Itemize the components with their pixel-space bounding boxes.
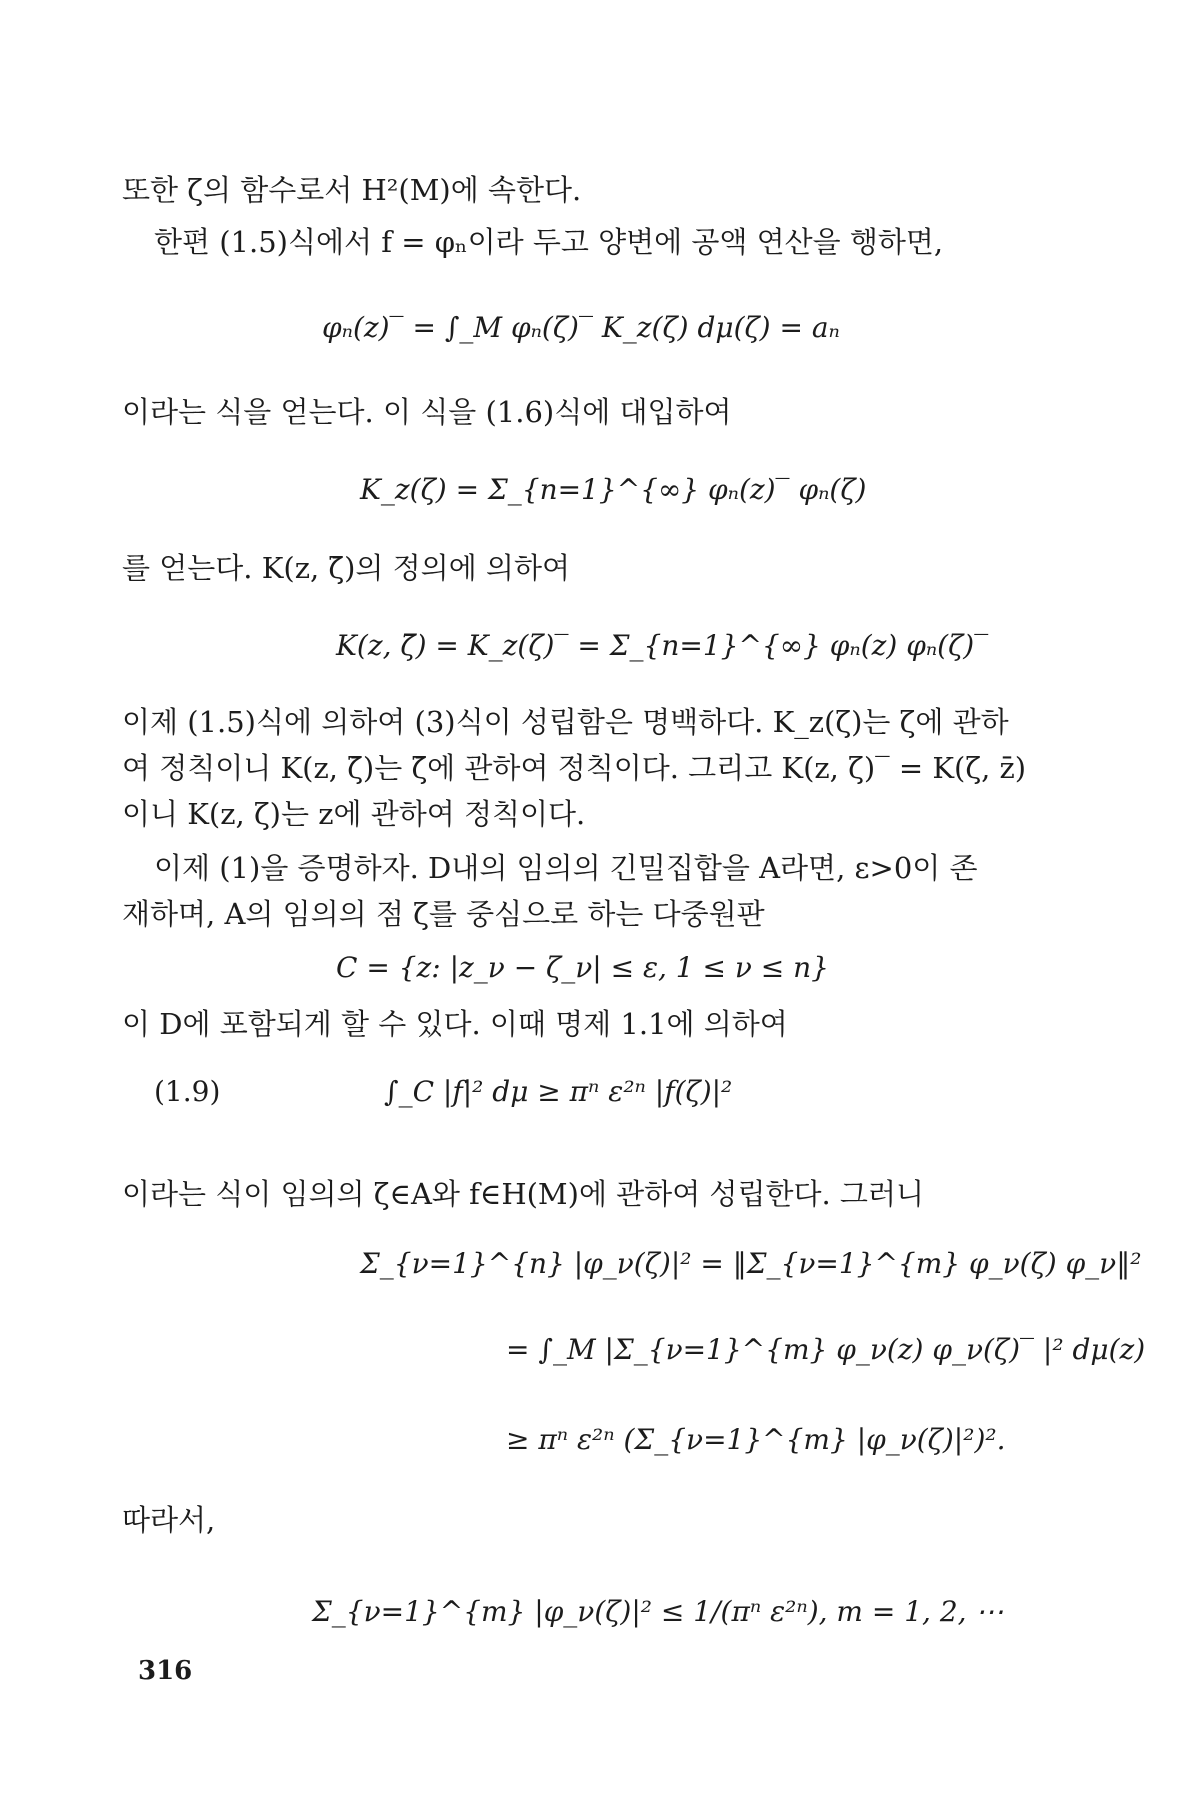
- formula-kernel-expansion: K_z(ζ) = Σ_{n=1}^{∞} φₙ(z)‾ φₙ(ζ): [360, 473, 867, 506]
- equation-number: (1.9): [154, 1075, 221, 1108]
- formula-kernel-definition: K(z, ζ̄) = K_z(ζ)‾ = Σ_{n=1}^{∞} φₙ(z) φₙ(ζ)‾: [336, 629, 989, 662]
- text-line-5: 이제 (1.5)식에 의하여 (3)식이 성립함은 명백하다. K_z(ζ)는 ζ에 관하: [122, 705, 1009, 739]
- text-line-11: 이라는 식이 임의의 ζ∈A와 f∈H(M)에 관하여 성립한다. 그러니: [122, 1177, 924, 1211]
- page-number: 316: [138, 1656, 193, 1686]
- text-line-6: 여 정칙이니 K(z, ζ̄)는 ζ̄에 관하여 정칙이다. 그리고 K(z, ζ)‾ = K(ζ, z̄): [122, 751, 1027, 785]
- text-line-10: 이 D에 포함되게 할 수 있다. 이때 명제 1.1에 의하여: [122, 1007, 788, 1041]
- text-line-7: 이니 K(z, ζ)는 z에 관하여 정칙이다.: [122, 797, 586, 831]
- text-line-4: 를 얻는다. K(z, ζ̄)의 정의에 의하여: [122, 551, 570, 585]
- formula-1-9: ∫_C |f|² dμ ≥ πⁿ ε²ⁿ |f(ζ)|²: [384, 1075, 733, 1108]
- formula-integral-step: = ∫_M |Σ_{ν=1}^{m} φ_ν(z) φ_ν(ζ)‾ |² dμ(z): [506, 1333, 1146, 1366]
- text-line-12: 따라서,: [122, 1503, 216, 1537]
- formula-conjugate: φₙ(z)‾ = ∫_M φₙ(ζ)‾ K_z(ζ) dμ(ζ) = aₙ: [322, 311, 840, 344]
- text-line-2: 한편 (1.5)식에서 f = φₙ이라 두고 양변에 공액 연산을 행하면,: [154, 225, 944, 259]
- formula-inequality-step: ≥ πⁿ ε²ⁿ (Σ_{ν=1}^{m} |φ_ν(ζ)|²)².: [506, 1423, 1006, 1456]
- formula-final-bound: Σ_{ν=1}^{m} |φ_ν(ζ)|² ≤ 1/(πⁿ ε²ⁿ), m = 1, 2, ⋯: [312, 1595, 1004, 1628]
- text-line-9: 재하며, A의 임의의 점 ζ를 중심으로 하는 다중원판: [122, 897, 765, 931]
- text-line-3: 이라는 식을 얻는다. 이 식을 (1.6)식에 대입하여: [122, 395, 732, 429]
- formula-norm-sum: Σ_{ν=1}^{n} |φ_ν(ζ)|² = ‖Σ_{ν=1}^{m} φ_ν(ζ) φ_ν‖²: [360, 1247, 1142, 1280]
- formula-polydisc: C = {z: |z_ν − ζ_ν| ≤ ε, 1 ≤ ν ≤ n}: [336, 951, 829, 984]
- text-line-1: 또한 ζ의 함수로서 H²(M)에 속한다.: [122, 173, 582, 207]
- text-line-8: 이제 (1)을 증명하자. D내의 임의의 긴밀집합을 A라면, ε>0이 존: [154, 851, 978, 885]
